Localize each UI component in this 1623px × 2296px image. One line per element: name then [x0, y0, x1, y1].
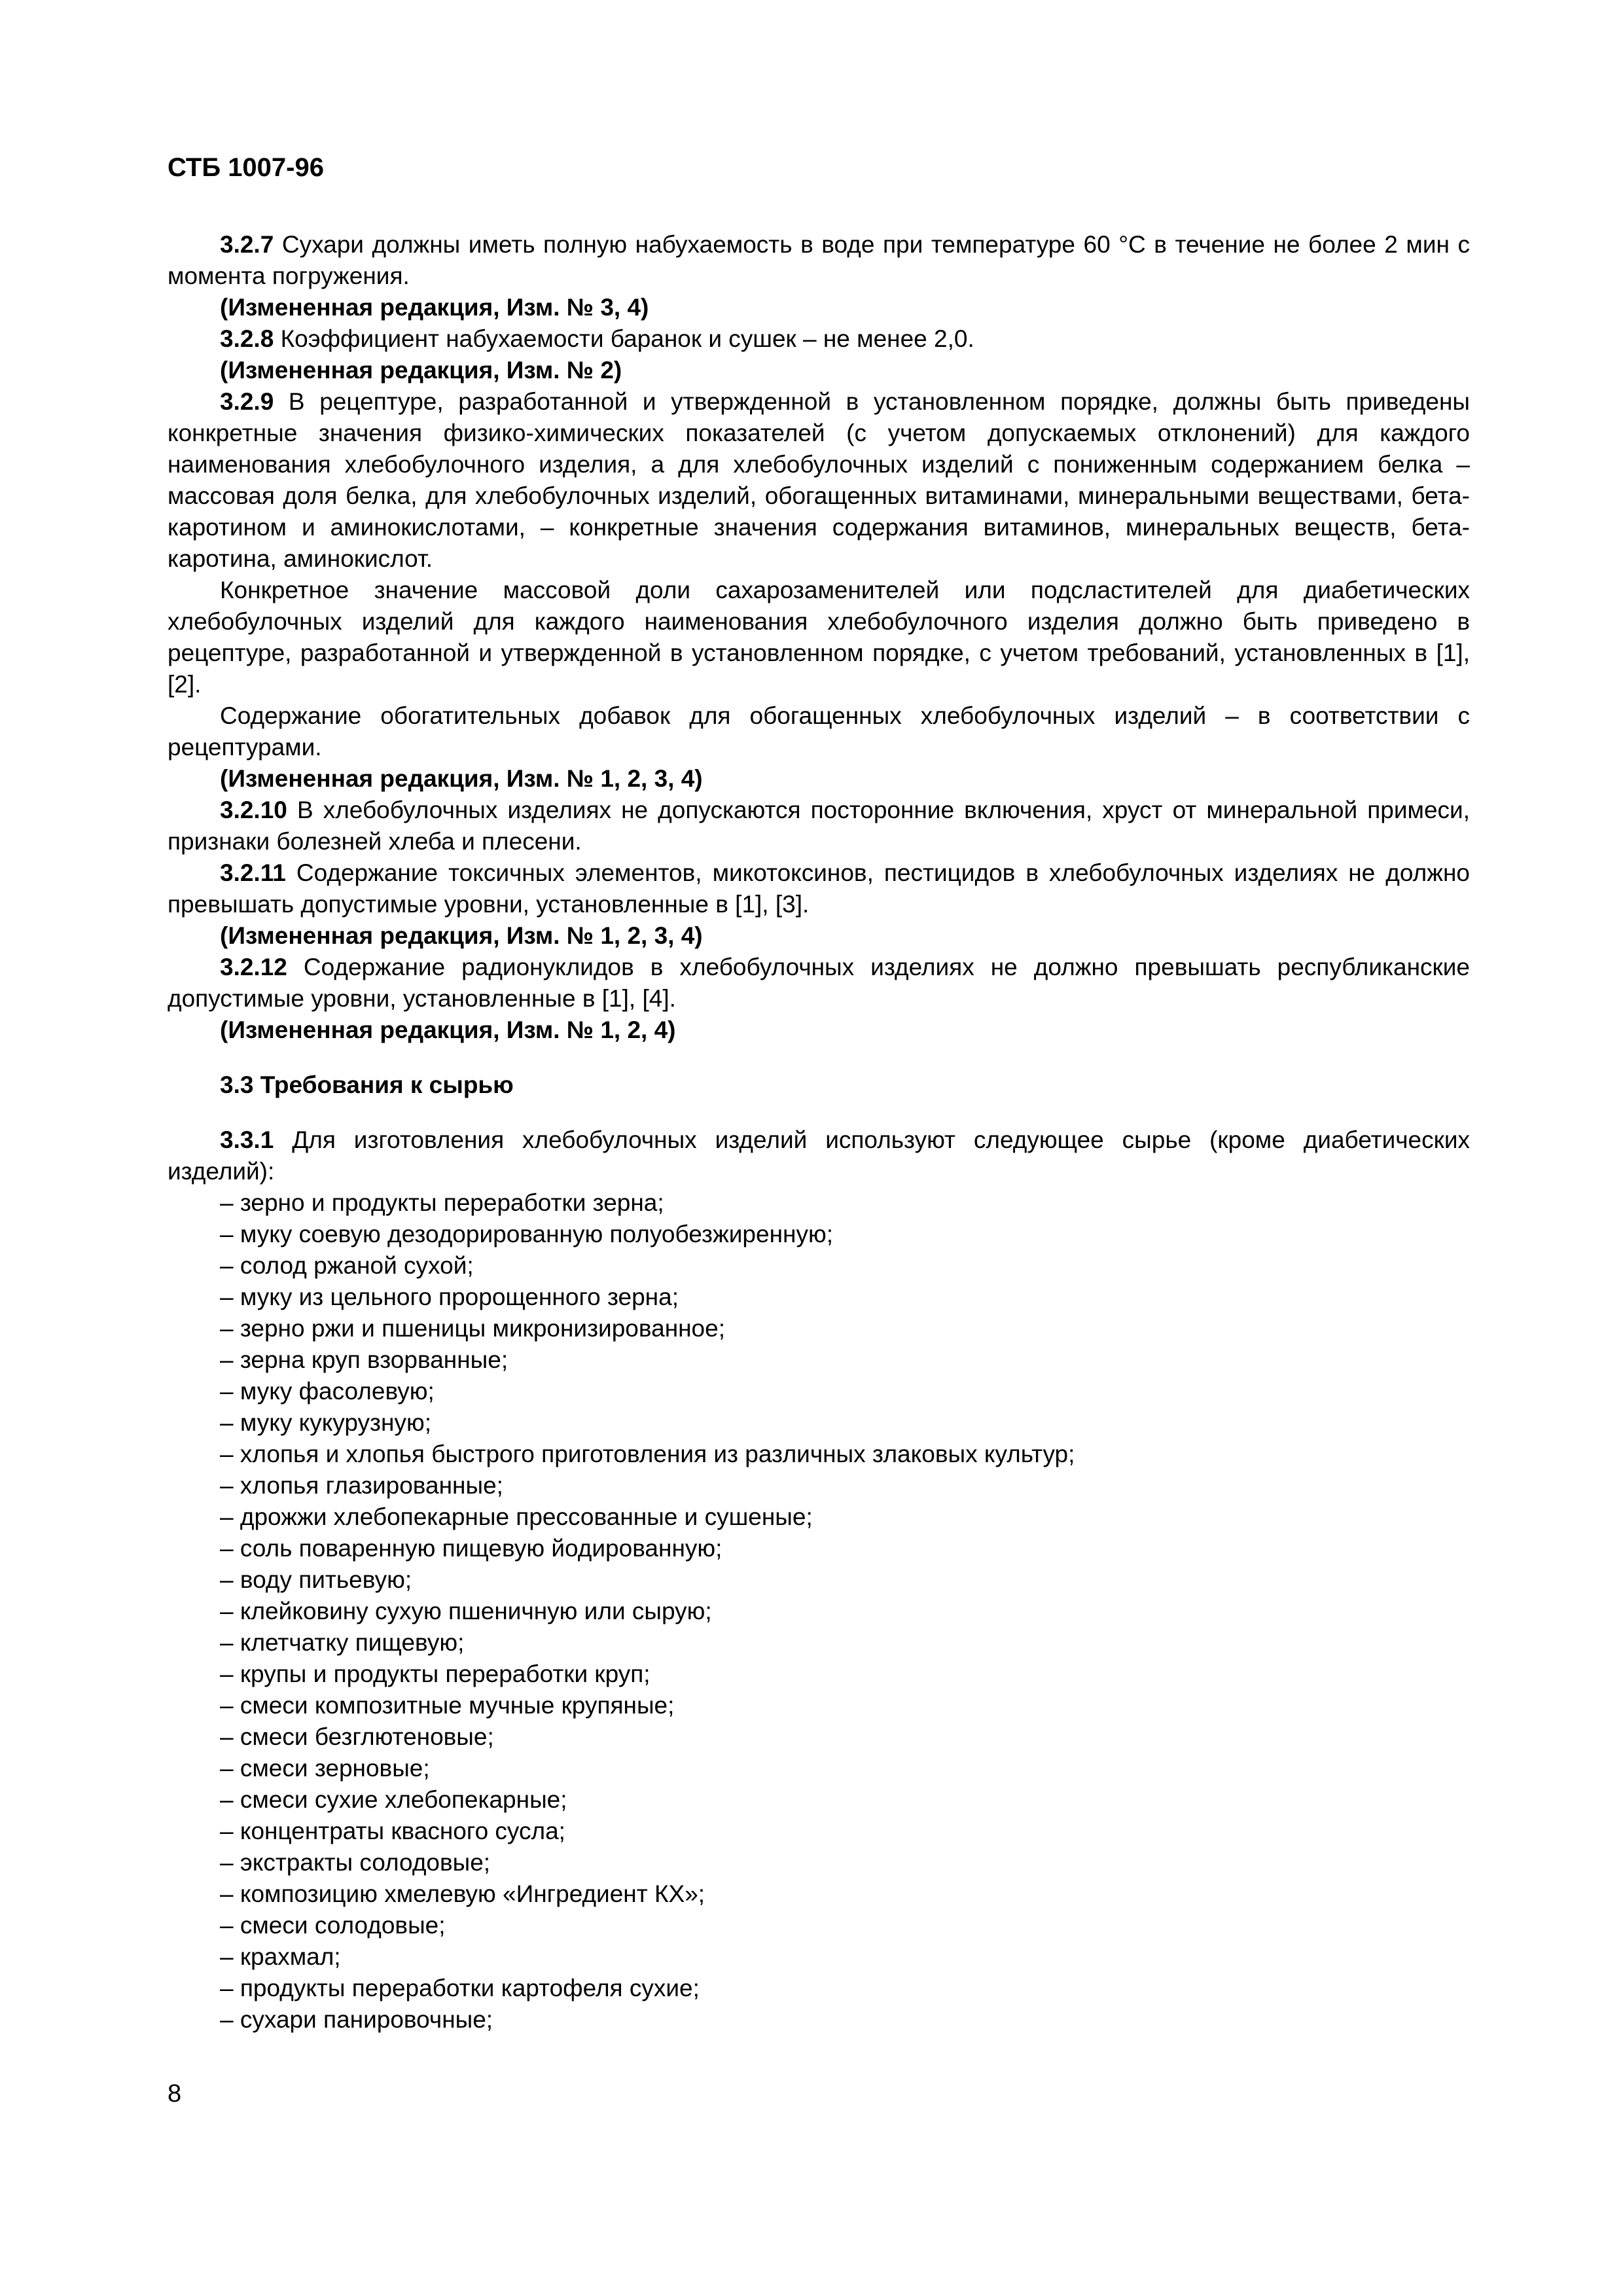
- list-item: – муку кукурузную;: [220, 1409, 431, 1436]
- list-item: – дрожжи хлебопекарные прессованные и сушеные;: [220, 1503, 813, 1530]
- list-item: – смеси безглютеновые;: [220, 1723, 494, 1750]
- clause-number: 3.2.10: [220, 797, 287, 823]
- clause-text: В хлебобулочных изделиях не допускаются посторонние включения, хруст от минеральной примеси, признаки болезней хлеба и плесени.: [168, 797, 1470, 855]
- clause-number: 3.3.1: [220, 1126, 274, 1153]
- clause-number: 3.2.12: [220, 954, 287, 980]
- list-item: – крахмал;: [220, 1943, 341, 1970]
- list-item: – экстракты солодовые;: [220, 1849, 491, 1876]
- paragraph-3-2-11: [168, 857, 1470, 920]
- paragraph-3-3-1: [168, 1124, 1470, 1187]
- list-item: – клейковину сухую пшеничную или сырую;: [220, 1598, 712, 1624]
- list-item: – воду питьевую;: [220, 1566, 412, 1593]
- clause-text: Коэффициент набухаемости баранок и сушек – не менее 2,0.: [274, 325, 974, 352]
- clause-text: Для изготовления хлебобулочных изделий используют следующее сырье (кроме диабетических изделий):: [168, 1126, 1470, 1185]
- list-item: – зерно ржи и пшеницы микронизированное;: [220, 1315, 725, 1342]
- amendment-note: (Измененная редакция, Изм. № 1, 2, 4): [220, 1016, 676, 1043]
- list-item: – хлопья и хлопья быстрого приготовления из различных злаковых культур;: [220, 1441, 1075, 1467]
- paragraph-3-2-7: [168, 229, 1470, 292]
- section-heading-3-3: 3.3 Требования к сырью: [220, 1071, 514, 1098]
- document-body: [168, 229, 1470, 2036]
- paragraph-3-2-10: [168, 795, 1470, 857]
- list-item: – муку соевую дезодорированную полуобезжиренную;: [220, 1221, 833, 1247]
- amendment-note: (Измененная редакция, Изм. № 3, 4): [220, 294, 649, 321]
- list-item: – смеси композитные мучные крупяные;: [220, 1692, 675, 1719]
- clause-text: Содержание токсичных элементов, микотоксинов, пестицидов в хлебобулочных изделиях не должно превышать допустимые уровни, установленные в [1], [3].: [168, 859, 1470, 918]
- list-item: – смеси сухие хлебопекарные;: [220, 1786, 567, 1813]
- paragraph-3-2-9-enrichment: Содержание обогатительных добавок для обогащенных хлебобулочных изделий – в соответствии с рецептурами.: [168, 702, 1470, 761]
- list-item: – зерно и продукты переработки зерна;: [220, 1189, 664, 1216]
- list-item: – хлопья глазированные;: [220, 1472, 503, 1499]
- raw-materials-list: [168, 1187, 1470, 2036]
- list-item: – крупы и продукты переработки круп;: [220, 1660, 651, 1687]
- list-item: – сухари панировочные;: [220, 2006, 493, 2033]
- paragraph-3-2-9-continued: Конкретное значение массовой доли сахарозаменителей или подсластителей для диабетических хлебобулочных изделий для каждого наименования хлебобулочного изделия должно быть приведено в рецептуре, разработанной и утвержденной в установленном порядке, с учетом требований, установленных в [1], [2].: [168, 577, 1470, 698]
- list-item: – зерна круп взорванные;: [220, 1346, 508, 1373]
- list-item: – концентраты квасного сусла;: [220, 1818, 565, 1844]
- list-item: – соль поваренную пищевую йодированную;: [220, 1535, 722, 1562]
- list-item: – смеси зерновые;: [220, 1755, 430, 1782]
- amendment-note: (Измененная редакция, Изм. № 1, 2, 3, 4): [220, 922, 703, 949]
- clause-number: 3.2.9: [220, 388, 274, 415]
- list-item: – клетчатку пищевую;: [220, 1629, 465, 1656]
- list-item: – композицию хмелевую «Ингредиент КХ»;: [220, 1880, 705, 1907]
- paragraph-3-2-9: [168, 386, 1470, 575]
- list-item: – смеси солодовые;: [220, 1912, 446, 1939]
- list-item: – продукты переработки картофеля сухие;: [220, 1975, 700, 2001]
- list-item: – солод ржаной сухой;: [220, 1252, 474, 1279]
- paragraph-3-2-8: [168, 323, 1470, 355]
- paragraph-3-2-12: [168, 952, 1470, 1014]
- clause-text: Сухари должны иметь полную набухаемость в воде при температуре 60 °С в течение не более 2 мин с момента погружения.: [168, 231, 1470, 289]
- clause-number: 3.2.11: [220, 859, 286, 886]
- amendment-note: (Измененная редакция, Изм. № 2): [220, 357, 622, 384]
- amendment-note: (Измененная редакция, Изм. № 1, 2, 3, 4): [220, 765, 703, 792]
- list-item: – муку из цельного пророщенного зерна;: [220, 1283, 679, 1310]
- clause-text: В рецептуре, разработанной и утвержденной в установленном порядке, должны быть приведены конкретные значения физико-химических показателей (с учетом допускаемых отклонений) для каждого наименования хлебобулочного изделия, а для хлебобулочных изделий с пониженным содержанием белка – массовая доля белка, для хлебобулочных изделий, обогащенных витаминами, минеральными веществами, бета-каротином и аминокислотами, – конкретные значения содержания витаминов, минеральных веществ, бета-каротина, аминокислот.: [168, 388, 1470, 572]
- clause-number: 3.2.8: [220, 325, 274, 352]
- document-header: СТБ 1007-96: [168, 153, 324, 182]
- list-item: – муку фасолевую;: [220, 1378, 435, 1405]
- clause-text: Содержание радионуклидов в хлебобулочных изделиях не должно превышать республиканские допустимые уровни, установленные в [1], [4].: [168, 954, 1470, 1012]
- clause-number: 3.2.7: [220, 231, 274, 258]
- page-number: 8: [168, 2080, 182, 2108]
